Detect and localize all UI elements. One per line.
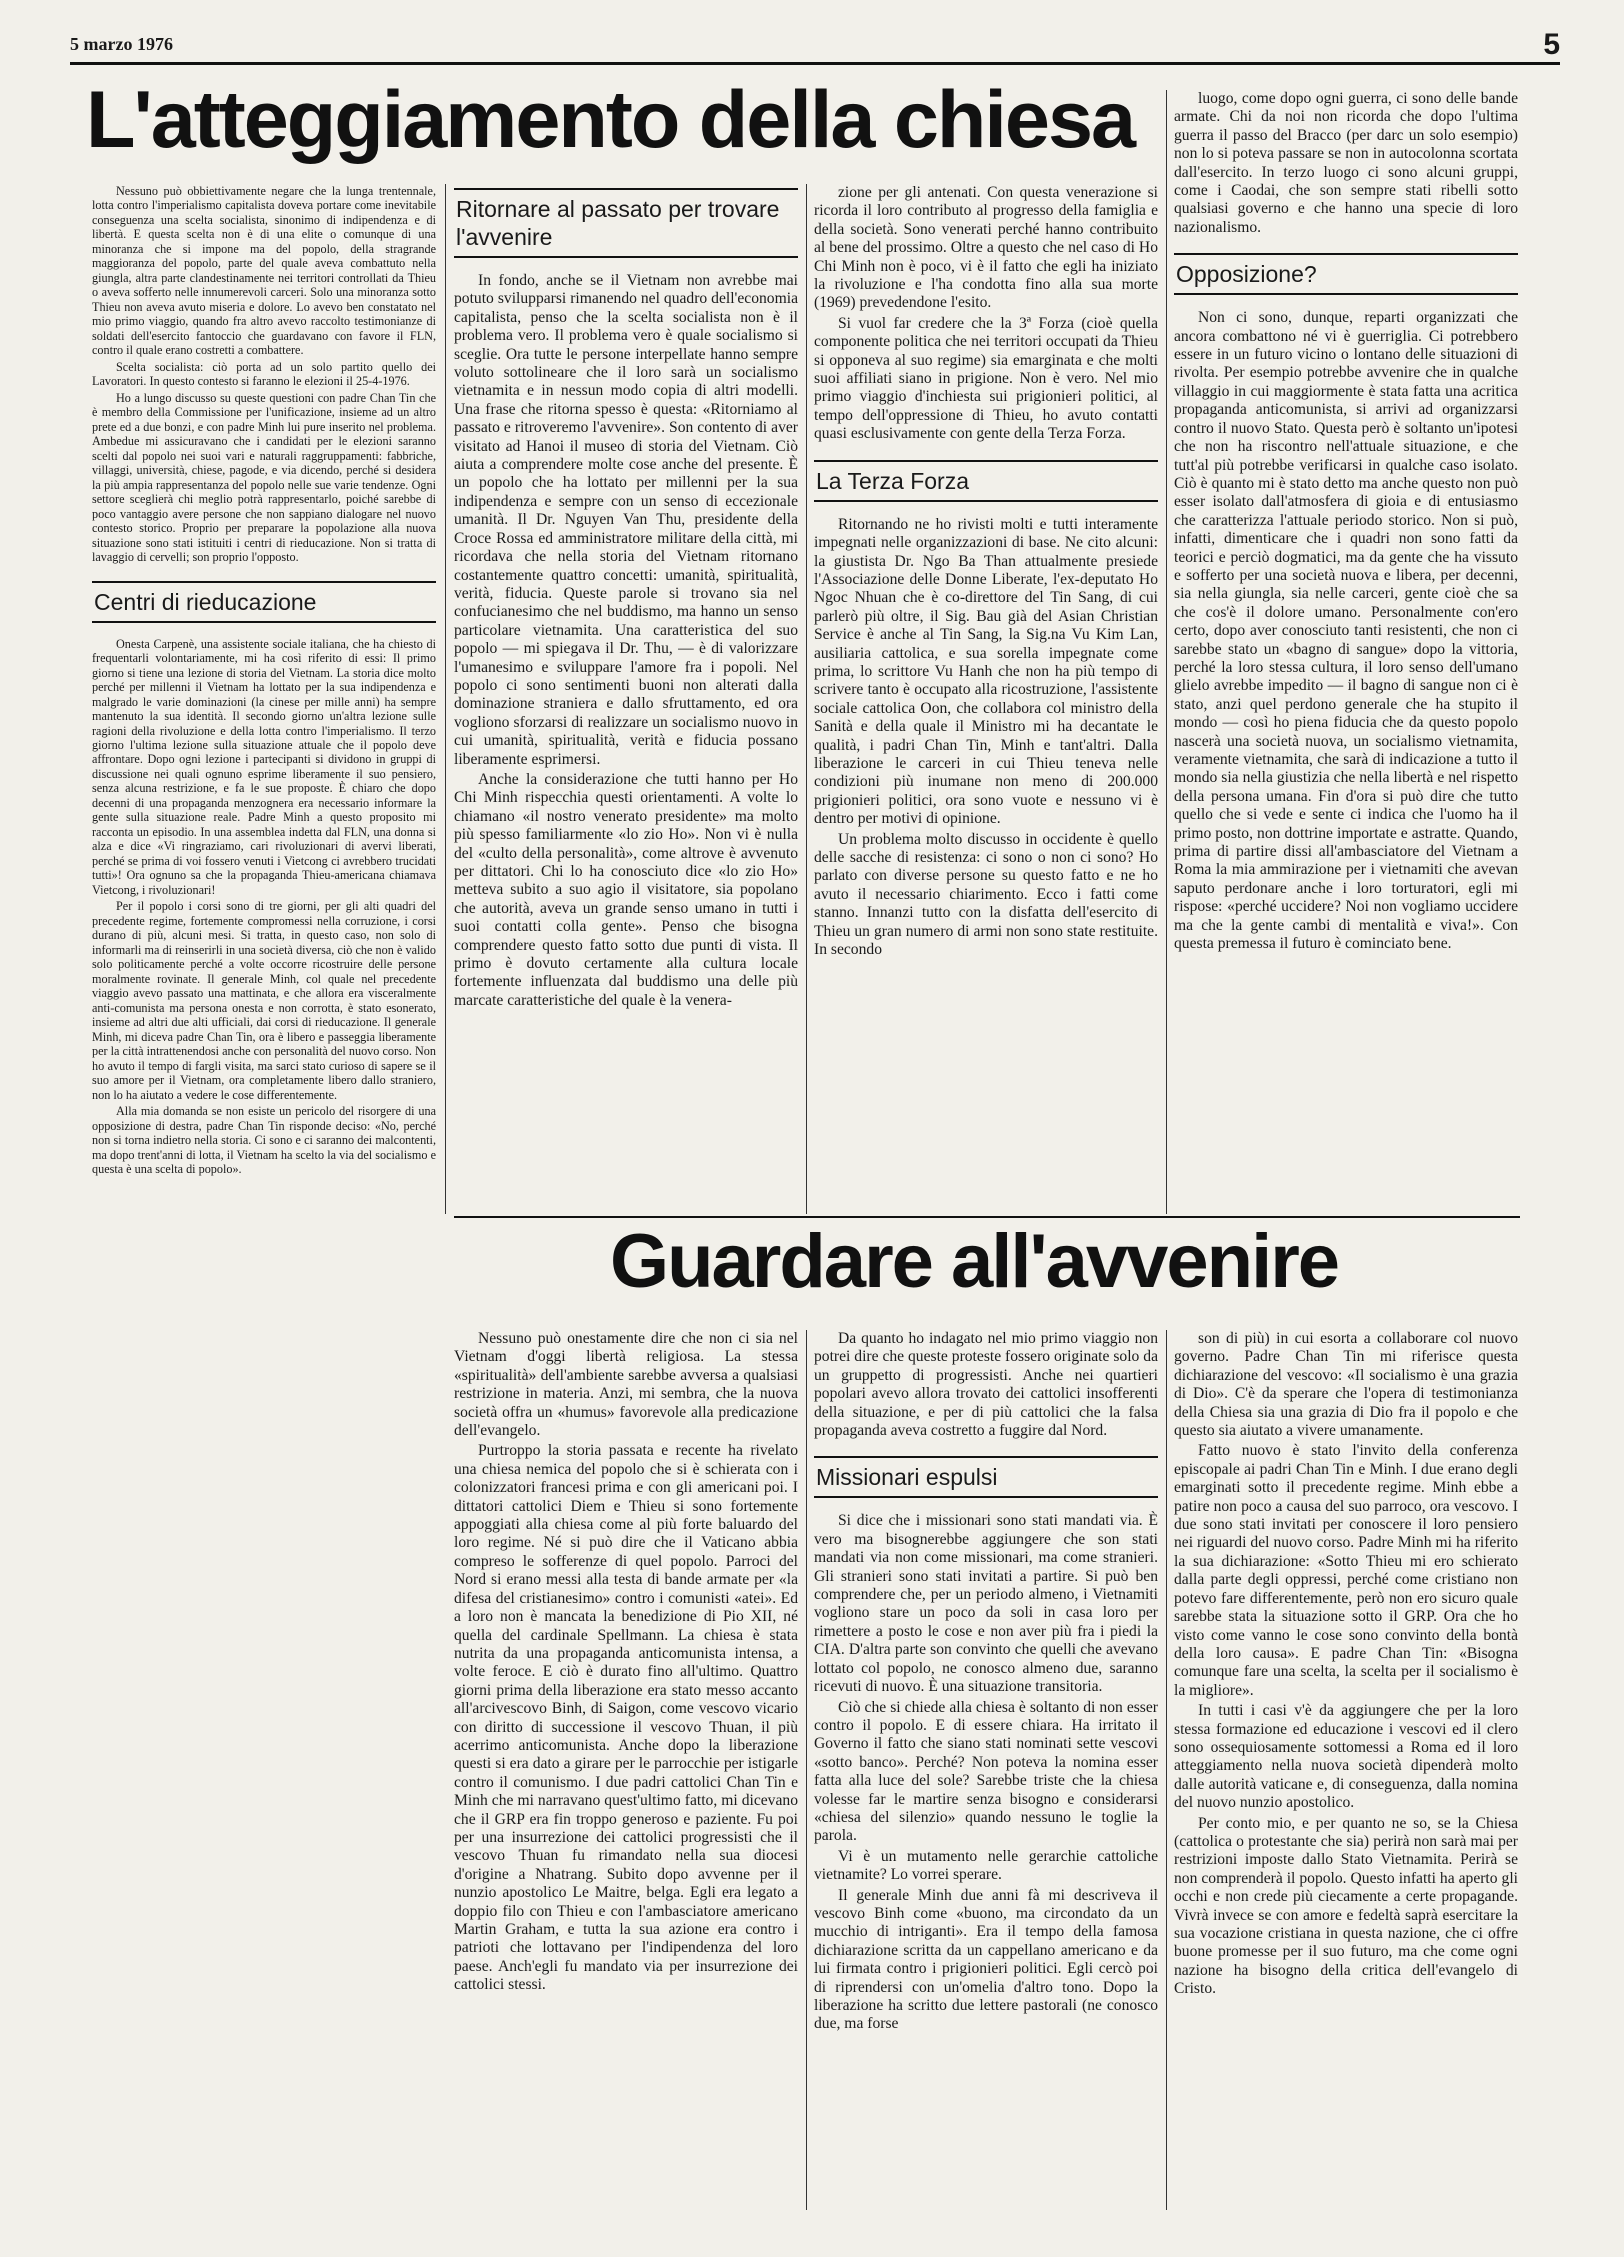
paragraph: In tutti i casi v'è da aggiungere che per la loro stessa formazione ed educazione i vescovi ed il clero sono ossequiosamente sottomessi a Roma ed il loro atteggiamento nella nuova società dipenderà molto dalle autorità vaticane e, di conseguenza, dalla nomina del nuovo nunzio apostolico. bbox=[1174, 1702, 1518, 1812]
column-rule bbox=[1166, 90, 1167, 1214]
paragraph: Scelta socialista: ciò porta ad un solo partito quello dei Lavoratori. In questo contesto si faranno le elezioni il 25-4-1976. bbox=[92, 359, 436, 389]
paragraph: Nessuno può obbiettivamente negare che la lunga trentennale, lotta contro l'imperialismo capitalista doveva portare come inevitabile conseguenza una scelta socialista, sinonimo di indipendenza e di libertà. E questa scelta non è di una elite o comunque di una minoranza che si impone ma del popolo, della stragrande maggioranza del popolo, parte del quale aveva combattuto nella giungla, altra parte clandestinamente nei territori controllati da Thieu o aveva sofferto nelle innumerevoli carceri. Solo una minoranza sotto Thieu non aveva avuto miseria e dolore. Lo avevo ben constatato nel mio primo viaggio, quando fra altro avevo raccolto testimonianze di soldati dell'esercito fantoccio che guardavano con favore il FLN, contro il quale erano costretti a combattere. bbox=[92, 184, 436, 358]
paragraph: Ritornando ne ho rivisti molti e tutti interamente impegnati nelle organizzazioni di base. Ne cito alcuni: la giustista Dr. Ngo Ba Than attualmente presiede l'Associazione delle Donne Liberate, l'ex-deputato Ho Ngoc Nhuan che è co-direttore del Tin Sang, di cui parlerò più oltre, il Sig. Bau già del Asian Christian Service è anche al Tin Sang, la Sig.na Vu Kim Lan, ausiliaria cattolica, e sua sorella impegnate come prima, lo scrittore Vu Hanh che non ha più tempo di scrivere tanto è occupato alla ricostruzione, l'assistente sociale cattolica Oon, che collabora col ministro della Sanità e della quale il Ministro mi ha decantate le qualità, i padri Chan Tin, Minh e tant'altri. Dalla liberazione le carceri in cui Thieu teneva nelle condizioni più inumane non meno di 200.000 prigionieri politici, ora sono vuote e nessuno vi è dentro per motivi di opinione. bbox=[814, 515, 1158, 828]
paragraph-group bbox=[814, 1512, 1158, 2033]
column-rule bbox=[445, 184, 446, 1214]
paragraph: Si dice che i missionari sono stati mandati via. È vero ma bisognerebbe aggiungere che son stati mandati via non come missionari, ma come stranieri. Gli stranieri sono stati invitati a partire. Si può ben comprendere che, per un periodo almeno, i Vietnamiti vogliono stare un poco da soli in casa loro per rimettere a posto le cose e non aver più fra i piedi la CIA. D'altra parte son convinto che quelli che avevano lottato col popolo, ne conosco almeno due, saranno ricevuti di nuovo. È una situazione transitoria. bbox=[814, 1512, 1158, 1696]
article-title: L'atteggiamento della chiesa bbox=[86, 75, 1135, 165]
paragraph-group bbox=[1174, 1330, 1518, 1999]
paragraph: Vi è un mutamento nelle gerarchie cattoliche vietnamite? Lo vorrei sperare. bbox=[814, 1847, 1158, 1884]
paragraph: zione per gli antenati. Con questa venerazione si ricorda il loro contributo al progresso della famiglia e della società. Sono venerati perché hanno contribuito al bene del prossimo. Oltre a questo che nel caso di Ho Chi Minh non è poco, vi è il fatto che egli ha iniziato la rivoluzione e l'ha condotta fino alla sua morte (1969) prevedendone l'esito. bbox=[814, 184, 1158, 312]
article1-column-3 bbox=[814, 184, 1158, 1210]
subheading: Opposizione? bbox=[1174, 253, 1518, 295]
paragraph: Un problema molto discusso in occidente è quello delle sacche di resistenza: ci sono o non ci sono? Ho parlato con diverse persone su questo fatto e ne ho avuto il necessario chiarimento. Ecco i fatti come stanno. Innanzi tutto con la disfatta dell'esercito di Thieu un gran numero di armi non sono state restituite. In secondo bbox=[814, 830, 1158, 959]
paragraph: Da quanto ho indagato nel mio primo viaggio non potrei dire che queste proteste fossero originate solo da un gruppetto di progressisti. Anche nei quartieri popolari avevo allora trovato dei cattolici insofferenti della situazione, e per di più cattolici che la falsa propaganda aveva costretto a fuggire dal Nord. bbox=[814, 1330, 1158, 1440]
article2-column-1 bbox=[454, 1330, 798, 2210]
paragraph: Onesta Carpenè, una assistente sociale italiana, che ha chiesto di frequentarli volontariamente, mi ha così riferito di essi: Il primo giorno si tiene una lezione di storia del Vietnam. La storia dice molto perché per millenni il Vietnam ha lottato per la sua indipendenza e malgrado le varie dominazioni (la cinese per mille anni) ha sempre mantenuto la sua identità. Il secondo giorno un'altra lezione sulle ragioni della rivoluzione e della lotta contro l'imperialismo. Il terzo giorno l'ultima lezione sulla situazione attuale che il popolo deve affrontare. Dopo ogni lezione i partecipanti si dividono in gruppi di discussione nei quali ognuno esprime liberamente il suo pensiero, senza alcuna restrizione, e fa le sue proposte. È chiaro che dopo decenni di una propaganda menzognera era necessario informare la gente sulla situazione reale. Padre Minh a questo proposito mi racconta un episodio. In una assemblea indetta dal FLN, una donna si alza e dice «Vi ringraziamo, cari rivoluzionari di avervi liberati, perché se prima di voi fossero venuti i Vietcong ci avrebbero trucidati tutti»! Ora ognuno sa che la propaganda Thieu-americana chiamava Vietcong, i rivoluzionari! bbox=[92, 636, 436, 897]
article2-column-3 bbox=[1174, 1330, 1518, 2210]
subheading: Centri di rieducazione bbox=[92, 581, 436, 623]
paragraph-group bbox=[454, 272, 798, 1010]
subheading: La Terza Forza bbox=[814, 460, 1158, 502]
header-rule bbox=[70, 62, 1560, 65]
paragraph: Si vuol far credere che la 3ª Forza (cioè quella componente politica che nei territori occupati da Thieu si opponeva al suo regime) sia emarginata e che molti suoi affiliati siano in prigione. Non è vero. Nel mio primo viaggio d'inchiesta sui prigionieri politici, al tempo dell'oppressione di Thieu, ho avuto contatti quasi esclusivamente con gente della Terza Forza. bbox=[814, 314, 1158, 443]
page-number: 5 bbox=[1543, 28, 1560, 61]
article1-column-1 bbox=[92, 184, 436, 1224]
column-rule bbox=[1166, 1330, 1167, 2210]
article1-column-4 bbox=[1174, 90, 1518, 1210]
column-rule bbox=[806, 184, 807, 1214]
subheading: Missionari espulsi bbox=[814, 1456, 1158, 1498]
paragraph-group bbox=[1174, 90, 1518, 237]
subheading: Ritornare al passato per trovare l'avvenire bbox=[454, 188, 798, 258]
paragraph: Anche la considerazione che tutti hanno per Ho Chi Minh rispecchia questi orientamenti. A volte lo chiamano «il nostro venerato presidente» ma molto più spesso familiarmente «lo zio Ho». Non vi è nulla del «culto della personalità», come altrove è avvenuto per dittatori. Chi lo ha conosciuto dice «lo zio Ho» metteva subito a suo agio il visitatore, sia popolano che autorità, aveva un grande senso umano in tutti i suoi contatti colla gente». Penso che bisogna comprendere questo fatto sotto due punti di vista. Il primo è dovuto certamente alla cultura locale fortemente influenzata dal buddismo una delle più marcate caratteristiche del quale è la venera- bbox=[454, 770, 798, 1009]
paragraph: Per conto mio, e per quanto ne so, se la Chiesa (cattolica o protestante che sia) perirà non sarà mai per restrizioni imposte dallo Stato Vietnamita. Perirà se non comprenderà il popolo. Questo infatti ha aperto gli occhi e non crede più ciecamente a certe propagande. Vivrà invece se con amore e fedeltà saprà esercitare la sua vocazione cristiana in questa nazione, che ci offre buone promesse per il suo futuro, ma che come ogni nazione ha bisogno della critica dell'evangelo di Cristo. bbox=[1174, 1814, 1518, 1998]
paragraph: In fondo, anche se il Vietnam non avrebbe mai potuto svilupparsi rimanendo nel quadro dell'economia capitalista, penso che la scelta socialista non è il problema vero. Il problema vero è quale socialismo si sceglie. Ora tutte le persone interpellate hanno sempre voluto sottolineare che il loro sarà un socialismo vietnamita e in nessun modo copia di altri modelli. Una frase che ritorna spesso è questa: «Ritorniamo al passato e ritroveremo l'avvenire». Son contento di aver visitato ad Hanoi il museo di storia del Vietnam. Ciò aiuta a comprendere molte cose anche del presente. È un popolo che ha lottato per millenni per la sua indipendenza e sempre con un senso di eccezionale umanità. Il Dr. Nguyen Van Thu, presidente della Croce Rossa ed amministratore militare della città, mi ricordava che nella storia del Vietnam ritornano costantemente quattro concetti: umanità, spiritualità, verità, fiducia. Queste parole si trovano sia nel confucianesimo che nel buddismo, ma hanno un senso particolare vietnamita. Una caratteristica del suo popolo — mi spiegava il Dr. Thu, — è di valorizzare l'umanesimo e sviluppare l'amore fra i popoli. Nel popolo ci sono sentimenti buoni non alterati dalla dominazione straniera e dallo sfruttamento, ed ora vogliono sforzarsi di realizzare un socialismo nuovo in cui umanità, spiritualità, verità e fiducia possano liberamente esprimersi. bbox=[454, 272, 798, 768]
paragraph-group bbox=[92, 637, 436, 1177]
paragraph-group bbox=[1174, 309, 1518, 953]
page-header bbox=[70, 28, 1560, 64]
paragraph: luogo, come dopo ogni guerra, ci sono delle bande armate. Chi da noi non ricorda che dopo l'ultima guerra il passo del Bracco (per darc un solo esempio) non lo si poteva passare se non in autocolonna scortata dall'esercito. In terzo luogo ci sono alcuni gruppi, come i Caodai, che son sempre stati ribelli sotto qualsiasi governo e che hanno una specie di loro nazionalismo. bbox=[1174, 90, 1518, 236]
paragraph: Purtroppo la storia passata e recente ha rivelato una chiesa nemica del popolo che si è schierata con i colonizzatori francesi prima e con gli americani poi. I dittatori cattolici Diem e Thieu si sono fortemente appoggiati alla chiesa come al più forte baluardo del loro regime. Né si può dire che il Vaticano abbia compreso le sofferenze di quel popolo. Parroci del Nord si erano messi alla testa di bande armate per «la difesa del cristianesimo» contro i comunisti «atei». Ed a loro non è mancata la benedizione di Pio XII, né quella del cardinale Spellmann. La chiesa è stata nutrita da una propaganda anticomunista intensa, a volte feroce. E ciò è durato fino all'ultimo. Quattro giorni prima della liberazione era stato messo accanto all'arcivescovo Binh, di Saigon, come vescovo vicario con diritto di successione il vescovo Thuan, il più acerrimo anticomunista. Anche dopo la liberazione questi si era dato a girare per le parrocchie per istigarle contro il comunismo. I due padri cattolici Chan Tin e Minh che mi narravano quest'ultimo fatto, mi dicevano che il GRP era fin troppo generoso e paziente. Fu poi per una insurrezione dei cattolici progressisti che il vescovo Thuan fu rimandato nella sua diocesi d'origine a Nhatrang. Subito dopo avvenne per il nunzio apostolico Le Maitre, belga. Egli era legato a doppio filo con Thieu e con l'ambasciatore americano Martin Graham, e tutta la sua azione era contro i patrioti che lottavano per l'indipendenza del loro paese. Anch'egli fu mandato via per insurrezione dei cattolici stessi. bbox=[454, 1442, 798, 1994]
paragraph-group bbox=[814, 184, 1158, 444]
paragraph-group bbox=[814, 516, 1158, 960]
paragraph: Nessuno può onestamente dire che non ci sia nel Vietnam d'oggi libertà religiosa. La stessa «spiritualità» dell'ambiente sarebbe avversa a qualsiasi restrizione in materia. Anzi, mi sembra, che la nuova società offra un «humus» favorevole alla predicazione dell'evangelo. bbox=[454, 1330, 798, 1440]
column-rule bbox=[806, 1330, 807, 2210]
article1-column-2 bbox=[454, 184, 798, 1210]
paragraph: Per il popolo i corsi sono di tre giorni, per gli alti quadri del precedente regime, fortemente compromessi nella corruzione, i corsi durano di più, alcuni mesi. Si tratta, in questo caso, non solo di informarli ma di reinserirli in una società diversa, ciò che non è valido solo politicamente perché a volte occorre ricostruire delle persone moralmente rovinate. Il generale Minh, col quale nel precedente viaggio avevo passato una mattinata, e che allora era visceralmente anti-comunista ma persona onesta e non corrotta, è stato esonerato, insieme ad altri due alti ufficiali, dai corsi di rieducazione. Il generale Minh, mi diceva padre Chan Tin, ora è libero e passeggia liberamente per la città intrattenendosi anche con personalità del nuovo corso. Non ho avuto il tempo di fargli visita, ma sarci stato curioso di sapere se il suo amore per il Vietnam, ora completamente libero dallo straniero, non lo ha aiutato a vedere le cose differentemente. bbox=[92, 899, 436, 1102]
paragraph-group bbox=[454, 1330, 798, 1995]
paragraph: Fatto nuovo è stato l'invito della conferenza episcopale ai padri Chan Tin e Minh. I due erano degli emarginati sotto il precedente regime. Minh ebbe a patire non poco a causa del suo parroco, ora vescovo. I due sono stati invitati per conoscere il loro pensiero nei riguardi del nuovo corso. Padre Minh mi ha riferito la sua dichiarazione: «Sotto Thieu mi ero schierato dalla parte degli oppressi, perché come cristiano non potevo fare differentemente, però non ero sicuro quale sarebbe stata la situazione sotto il GRP. Ora che ho visto come vanno le cose sono convinto della bontà della loro causa». E padre Chan Tin: «Bisogna comunque fare una scelta, la scelta per il socialismo è la migliore». bbox=[1174, 1442, 1518, 1699]
paragraph: Ciò che si chiede alla chiesa è soltanto di non esser contro il popolo. E di essere chiara. Ha irritato il Governo il fatto che siano stati nominati sette vescovi «sotto banco». Perché? Non poteva la nomina esser fatta alla luce del sole? Sarebbe triste che la chiesa volesse far le martire senza bisogno e considerarsi «chiesa del silenzio» quando nessuno le toglie la parola. bbox=[814, 1698, 1158, 1845]
article-title: Guardare all'avvenire bbox=[610, 1219, 1339, 1304]
paragraph: son di più) in cui esorta a collaborare col nuovo governo. Padre Chan Tin mi riferisce questa dichiarazione del vescovo: «Il socialismo è una grazia di Dio». C'è da sperare che l'opera di testimonianza della Chiesa sia una grazia di Dio fra il popolo e che questo sia aiutato a vivere umanamente. bbox=[1174, 1330, 1518, 1440]
issue-date: 5 marzo 1976 bbox=[70, 34, 173, 54]
paragraph: Alla mia domanda se non esiste un pericolo del risorgere di una opposizione di destra, padre Chan Tin risponde deciso: «No, perché non si torna indietro nella storia. Ci sono e ci saranno dei malcontenti, ma dopo trent'anni di lotta, il Vietnam ha scelto la via del socialismo e questa è una scelta di popolo». bbox=[92, 1104, 436, 1177]
paragraph-group bbox=[814, 1330, 1158, 1440]
article2-column-2 bbox=[814, 1330, 1158, 2210]
paragraph: Non ci sono, dunque, reparti organizzati che ancora combattono né vi è guerriglia. Ci potrebbero essere in un futuro vicino o lontano delle situazioni di rivolta. Per esempio potrebbe avvenire che in qualche villaggio in cui maggiormente è stata fatta una acritica propaganda anticomunista, si arrivi ad organizzarsi contro il nuovo Stato. Questa però è soltanto un'ipotesi che non ha riscontro nell'attuale situazione, e che tutt'al più potrebbe verificarsi in qualche caso isolato. Ciò è quanto mi è stato detto ma anche questo non può esser isolato dall'atmosfera di gioia e di entusiasmo che caratterizza l'attuale periodo storico. Non si può, infatti, dimenticare che i quadri non sono fatti da teorici e perciò dogmatici, ma da gente che ha vissuto e sofferto per una società nuova e libera, per decenni, sia nella giungla, sia nelle carceri, gente cioè che sa che cos'è il dolore umano. Personalmente con'ero certo, dopo aver conosciuto tanti resistenti, che non ci sarebbe stato un «bagno di sangue» dopo la vittoria, perché la loro stessa cultura, il loro senso dell'umano glielo avrebbe impedito — il bagno di sangue non ci è stato, anzi quel perdono generale che ha stupito il mondo — così ho piena fiducia che da questo popolo nascerà una società nuova, un socialismo vietnamita, veramente vietnamita, che sarà di indicazione a tutto il mondo sia nella giustizia che nella libertà e nel rispetto della persona umana. Fin d'ora si può dire che tutto quello che si vede e sente ci indica che l'uomo ha il primo posto, non dottrine importate e astratte. Quando, prima di partire dissi all'ambasciatore del Vietnam a Roma la mia ammirazione per i vietnamiti che avevan saputo perdonare anche i loro torturatori, egli mi rispose: «perché uccidere? Noi non vogliamo uccidere ma che la gente cambi di mentalità e viva!». Con questa premessa il futuro è cominciato bene. bbox=[1174, 309, 1518, 953]
paragraph: Il generale Minh due anni fà mi descriveva il vescovo Binh come «buono, ma circondato da un mucchio di intriganti». Era il tempo della famosa dichiarazione scritta da un cappellano americano e da lui firmata contro i prigionieri politici. Egli cercò poi di riprendersi con un'omelia d'altro tono. Dopo la liberazione ha scritto due lettere pastorali (ne conosco due, ma forse bbox=[814, 1886, 1158, 2033]
paragraph-group bbox=[92, 184, 436, 565]
paragraph: Ho a lungo discusso su queste questioni con padre Chan Tin che è membro della Commissione per l'unificazione, insieme ad un altro prete ed a due bonzi, e con padre Minh lui pure inserito nel problema. Ambedue mi assicuravano che i candidati per le elezioni saranno scelti dal popolo nei suoi vari e naturali raggruppamenti: fabbriche, villaggi, università, chiese, pagode, e via dicendo, perché si desidera la più ampia rappresentanza del popolo nelle sue varie tendenze. Ogni settore sceglierà chi meglio potrà rappresentarlo, poiché sarebbe di poco vantaggio avere persone che non sappiano dialogare nel nuovo contesto storico. Proprio per preparare la popolazione alla nuova situazione sono stati istituiti i centri di rieducazione. Non si tratta di lavaggio di cervelli; son proprio l'opposto. bbox=[92, 390, 436, 565]
